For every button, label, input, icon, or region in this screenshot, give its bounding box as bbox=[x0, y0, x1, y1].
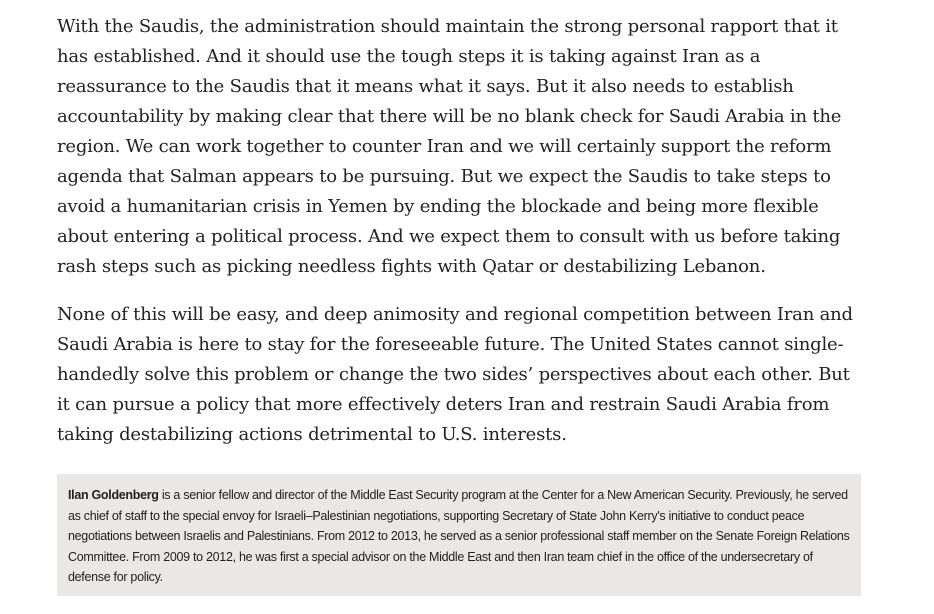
article-paragraph-2: None of this will be easy, and deep animosity and regional competition between Iran and Saudi Arabia is here to stay for the foreseeable future. The United States cannot single-handedly solve this problem or change the two sides’ perspectives about each other. But it can pursue a policy that more effectively deters Iran and restrain Saudi Arabia from taking destabilizing actions detrimental to U.S. interests. bbox=[57, 304, 853, 445]
article-body bbox=[57, 12, 867, 468]
author-bio-text: is a senior fellow and director of the Middle East Security program at the Center for a New American Security. Previously, he served as chief of staff to the special envoy for Israeli–Palestinian negotiations, supporting Secretary of State John Kerry's initiative to conduct peace negotiations between Israelis and Palestinians. From 2012 to 2013, he served as a senior professional staff member on the Senate Foreign Relations Committee. From 2009 to 2012, he was first a special advisor on the Middle East and then Iran team chief in the office of the undersecretary of defense for policy. bbox=[68, 488, 850, 584]
author-name: Ilan Goldenberg bbox=[68, 488, 159, 502]
article-paragraph-1: With the Saudis, the administration should maintain the strong personal rapport that it has established. And it should use the tough steps it is taking against Iran as a reassurance to the Saudis that it means what it says. But it also needs to establish accountability by making clear that there will be no blank check for Saudi Arabia in the region. We can work together to counter Iran and we will certainly support the reform agenda that Salman appears to be pursuing. But we expect the Saudis to take steps to avoid a humanitarian crisis in Yemen by ending the blockade and being more flexible about entering a political process. And we expect them to consult with us before taking rash steps such as picking needless fights with Qatar or destabilizing Lebanon. bbox=[57, 16, 842, 277]
author-bio-box bbox=[57, 474, 861, 596]
